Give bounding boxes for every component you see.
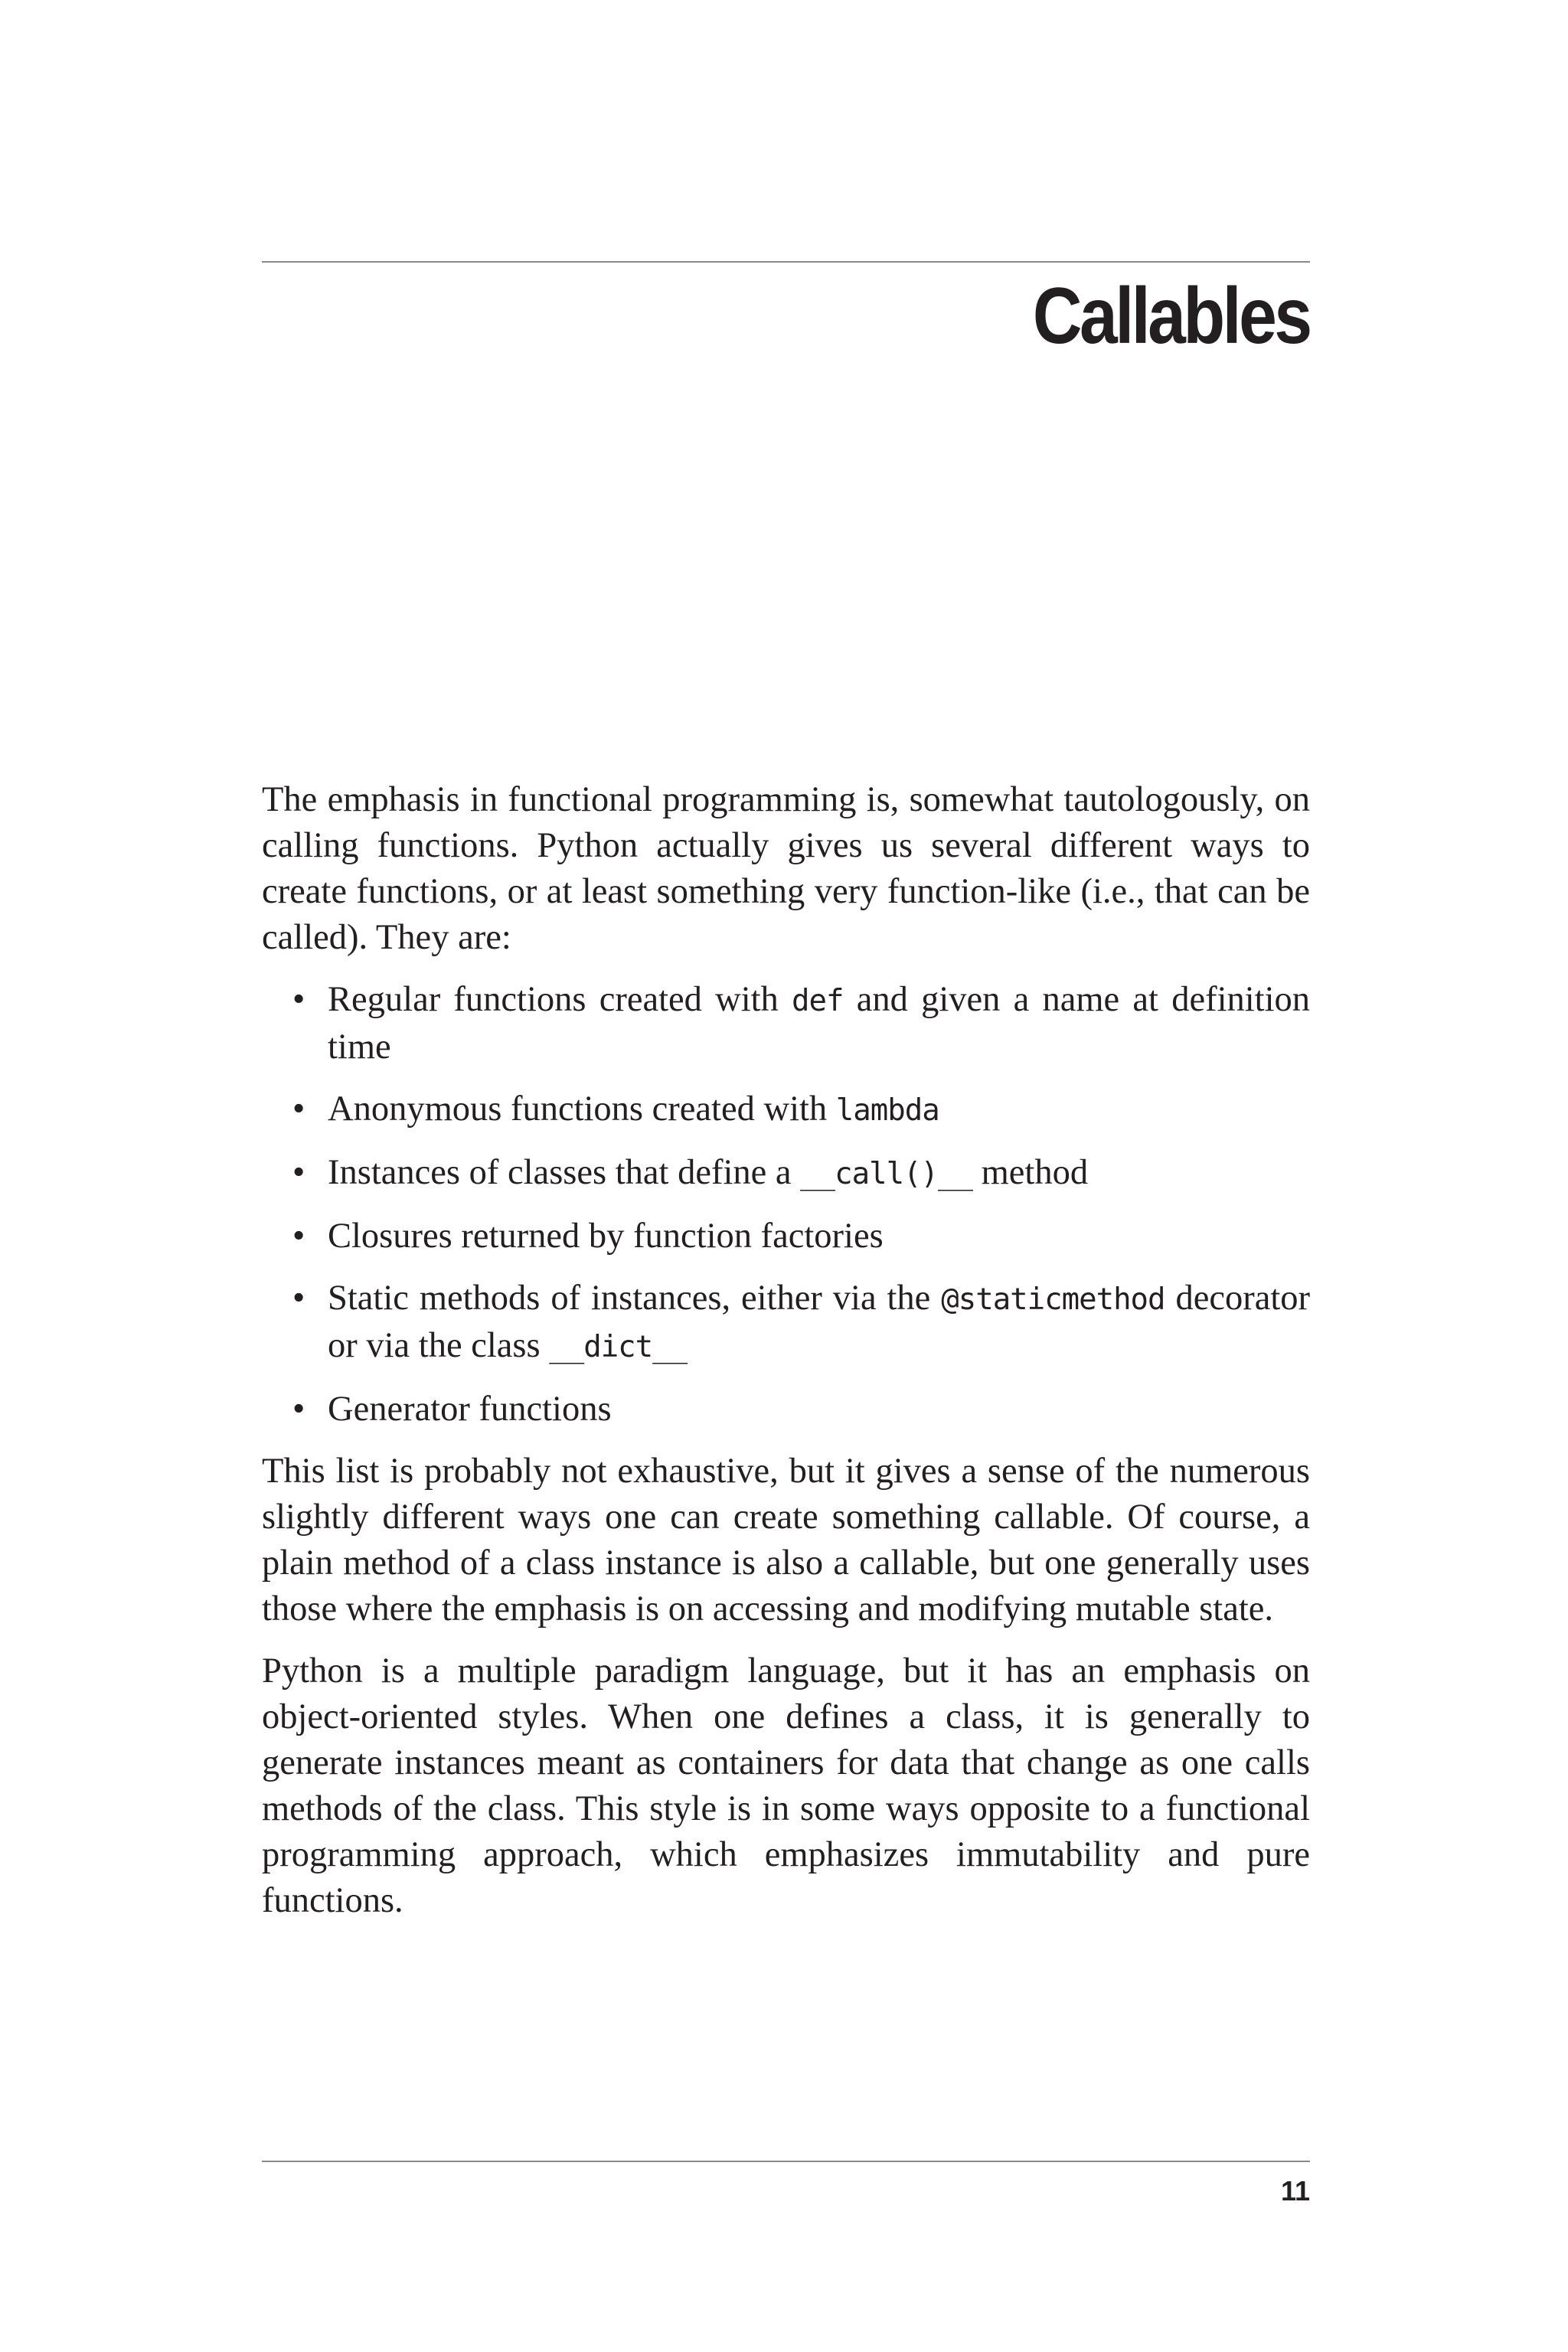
- code-staticmethod: @staticmethod: [941, 1282, 1165, 1317]
- list-item-generator-functions: [262, 1387, 1310, 1432]
- after-list-paragraph: This list is probably not exhaustive, but it gives a sense of the numerous slightly different ways one can create something callable. Of course, a plain method of a class instance is also a callable, but one generally uses those where the emphasis is on accessing and modifying mutable state.: [262, 1452, 1310, 1628]
- item-text: Regular functions created with: [328, 980, 792, 1019]
- list-item-anonymous-functions: [262, 1086, 1310, 1134]
- page-number: 11: [1280, 2175, 1310, 2207]
- chapter-title: Callables: [1033, 272, 1310, 361]
- intro-paragraph: The emphasis in functional programming is, somewhat tautologously, on calling functions. Python actually gives us several different ways to create functions, or at least something very function-like (i.e., that can be called). They are:: [262, 780, 1310, 957]
- list-item-closures: [262, 1214, 1310, 1259]
- item-text: method: [972, 1153, 1089, 1192]
- closing-paragraph: Python is a multiple paradigm language, but it has an emphasis on object-oriented styles. When one defines a class, it is generally to generate instances meant as containers for data that change as one calls methods of the class. This style is in some ways opposite to a functional programming approach, which emphasizes immutability and pure functions.: [262, 1651, 1310, 1920]
- code-lambda: lambda: [835, 1093, 939, 1128]
- bullet-icon: •: [292, 1217, 305, 1256]
- bullet-icon: •: [292, 980, 305, 1019]
- code-call: __call()__: [800, 1157, 972, 1191]
- list-item-callable-instances: [262, 1150, 1310, 1197]
- code-def: def: [792, 984, 844, 1018]
- list-item-regular-functions: [262, 977, 1310, 1070]
- item-text: Anonymous functions created with: [328, 1089, 836, 1129]
- code-dict: __dict__: [549, 1330, 688, 1364]
- top-rule: [262, 261, 1310, 263]
- bullet-icon: •: [292, 1279, 305, 1318]
- item-text: Instances of classes that define a: [328, 1153, 801, 1192]
- item-text: Static methods of instances, either via the: [328, 1279, 942, 1318]
- item-text: and given a name at definition time: [328, 980, 1310, 1067]
- list-item-static-methods: [262, 1276, 1310, 1370]
- body-text: [262, 777, 1310, 1924]
- item-text: Generator functions: [328, 1390, 612, 1429]
- bullet-icon: •: [292, 1089, 305, 1129]
- bullet-icon: •: [292, 1390, 305, 1429]
- bottom-rule: [262, 2161, 1310, 2162]
- item-text: Closures returned by function factories: [328, 1217, 884, 1256]
- item-text: decorator or via the class: [328, 1279, 1311, 1365]
- callables-list: [262, 977, 1310, 1432]
- bullet-icon: •: [292, 1153, 305, 1192]
